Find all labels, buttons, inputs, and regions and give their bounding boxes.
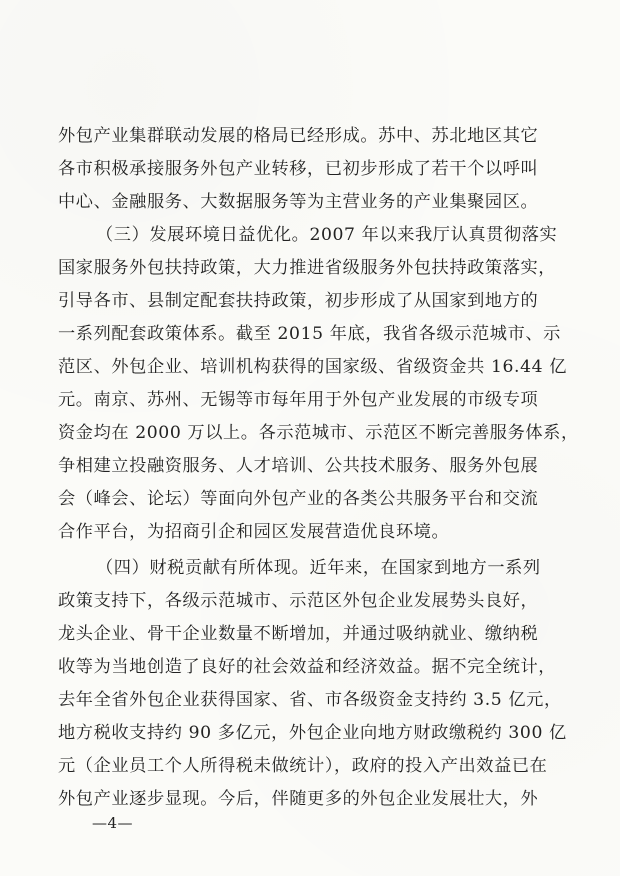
body-text-line: 外包产业集群联动发展的格局已经形成。苏中、苏北地区其它 xyxy=(58,126,539,146)
body-text-line: 外包产业逐步显现。今后，伴随更多的外包企业发展壮大，外 xyxy=(58,789,539,809)
body-text-line: 各市积极承接服务外包产业转移，已初步形成了若干个以呼叫 xyxy=(58,159,539,179)
body-text-line: 去年全省外包企业获得国家、省、市各级资金支持约 3.5 亿元， xyxy=(58,690,562,710)
body-text-line: 元（企业员工个人所得税未做统计），政府的投入产出效益已在 xyxy=(58,756,548,776)
body-text-line: 合作平台，为招商引企和园区发展营造优良环境。 xyxy=(58,522,450,542)
section-heading-line: （四）财税贡献有所体现。近年来，在国家到地方一系列 xyxy=(96,558,541,578)
body-text-line: 会（峰会、论坛）等面向外包产业的各类公共服务平台和交流 xyxy=(58,489,539,509)
body-text-line: 引导各市、县制定配套扶持政策，初步形成了从国家到地方的 xyxy=(58,291,539,311)
body-text-line: 资金均在 2000 万以上。各示范城市、示范区不断完善服务体系， xyxy=(58,423,579,443)
section-heading-line: （三）发展环境日益优化。2007 年以来我厅认真贯彻落实 xyxy=(96,225,558,245)
body-text-line: 一系列配套政策体系。截至 2015 年底，我省各级示范城市、示 xyxy=(58,324,561,344)
body-text-line: 元。南京、苏州、无锡等市每年用于外包产业发展的市级专项 xyxy=(58,390,539,410)
body-text-line: 收等为当地创造了良好的社会效益和经济效益。据不完全统计， xyxy=(58,657,557,677)
body-text-line: 龙头企业、骨干企业数量不断增加，并通过吸纳就业、缴纳税 xyxy=(58,624,539,644)
body-text-line: 中心、金融服务、大数据服务等为主营业务的产业集聚园区。 xyxy=(58,192,539,212)
body-text-line: 政策支持下，各级示范城市、示范区外包企业发展势头良好， xyxy=(58,591,539,611)
body-text-line: 国家服务外包扶持政策，大力推进省级服务外包扶持政策落实， xyxy=(58,258,557,278)
body-text-line: 地方税收支持约 90 多亿元，外包企业向地方财政缴税约 300 亿 xyxy=(58,723,567,743)
page-number: —4— xyxy=(92,814,134,832)
body-text-line: 争相建立投融资服务、人才培训、公共技术服务、服务外包展 xyxy=(58,456,539,476)
body-text-line: 范区、外包企业、培训机构获得的国家级、省级资金共 16.44 亿 xyxy=(58,357,568,377)
